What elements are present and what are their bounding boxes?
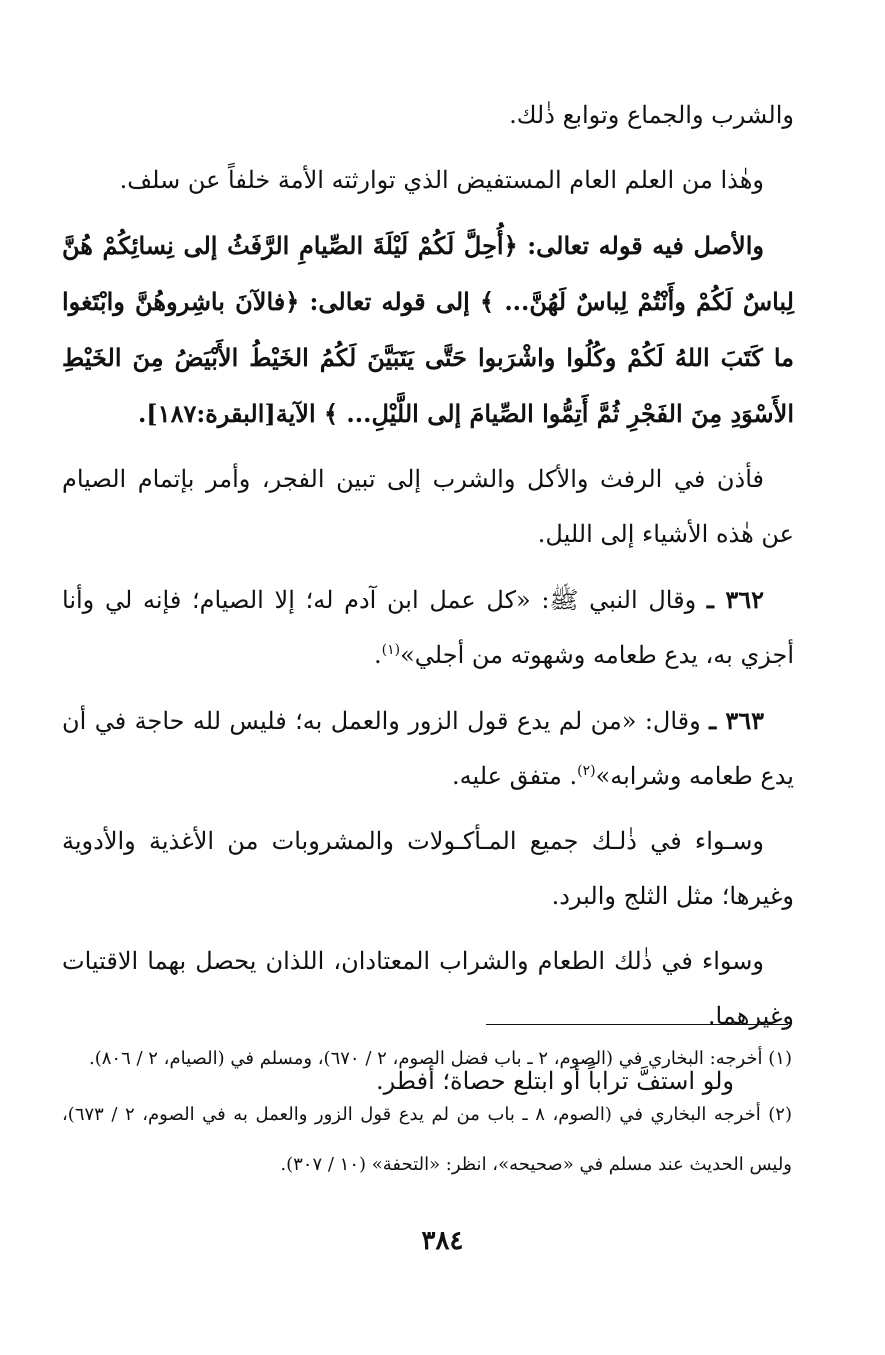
paragraph-4-text: فأذن في الرفث والأكل والشرب إلى تبين الفجر، وأمر بإتمام الصيام عن هٰذه الأشياء إلى الليل.	[62, 465, 794, 548]
paragraph-4	[62, 452, 794, 562]
hadith-362-number: ٣٦٢ ـ	[706, 585, 765, 614]
hadith-363-text: وقال: «من لم يدع قول الزور والعمل به؛ فليس لله حاجة في أن يدع طعامه وشرابه»	[62, 707, 794, 790]
hadith-363	[62, 693, 794, 804]
paragraph-3-intro: والأصل فيه قوله تعالى:	[517, 231, 764, 260]
footnote-2: (٢) أخرجه البخاري في (الصوم، ٨ ـ باب من لم يدع قول الزور والعمل به في الصوم، ٢ / ٦٧٣)، وليس الحديث عند مسلم في «صحيحه»، انظر: «التحفة» (١٠ / ٣٠٧).	[62, 1104, 792, 1175]
paragraph-7-text: وسـواء في ذٰلـك جميع المـأكـولات والمشروبات من الأغذية والأدوية وغيرها؛ مثل الثلج والبرد.	[62, 827, 794, 910]
quran-verse-1: ﴿أُحِلَّ لَكُمْ لَيْلَةَ الصِّيامِ الرَّفَثُ إلى نِسائِكُمْ هُنَّ لِباسٌ لَكُمْ وأَنْتُمْ لِباسٌ لَهُنَّ... ﴾	[62, 231, 794, 316]
hadith-362-text: وقال النبي ﷺ: «كل عمل ابن آدم له؛ إلا الصيام؛ فإنه لي وأنا أجزي به، يدع طعامه وشهوته من أجلي»	[62, 586, 794, 669]
footnote-separator	[486, 1024, 788, 1025]
paragraph-8-text: وسواء في ذٰلك الطعام والشراب المعتادان، اللذان يحصل بهما الاقتيات وغيرهما.	[62, 947, 794, 1030]
footnotes	[62, 1034, 792, 1196]
paragraph-9-text: ولو استفَّ تراباً أو ابتلع حصاة؛ أفطر.	[376, 1067, 734, 1095]
quran-reference: [البقرة:١٨٧].	[137, 399, 276, 428]
paragraph-2	[62, 153, 794, 208]
footnote-marker-2: (٢)	[577, 763, 596, 779]
paragraph-1-text: والشرب والجماع وتوابع ذٰلك.	[509, 101, 794, 129]
hadith-362-end: .	[374, 641, 382, 669]
paragraph-7	[62, 814, 794, 924]
hadith-362	[62, 572, 794, 683]
paragraph-2-text: وهٰذا من العلم العام المستفيض الذي توارثته الأمة خلفاً عن سلف.	[119, 166, 764, 194]
paragraph-3	[62, 218, 794, 442]
footnote-1: (١) أخرجه: البخاري في (الصوم، ٢ ـ باب فضل الصوم، ٢ / ٦٧٠)، ومسلم في (الصيام، ٢ / ٨٠٦).	[88, 1048, 792, 1069]
page-number: ٣٨٤	[421, 1226, 464, 1256]
hadith-363-number: ٣٦٣ ـ	[709, 706, 765, 735]
footnote-marker-1: (١)	[381, 642, 401, 658]
paragraph-8	[62, 934, 794, 1044]
paragraph-3-middle: إلى قوله تعالى:	[299, 287, 481, 316]
hadith-363-end: . متفق عليه.	[451, 762, 578, 790]
paragraph-1	[62, 88, 794, 143]
quran-verse-2: ﴿فالآنَ باشِروهُنَّ وابْتَغوا ما كَتَبَ اللهُ لَكُمْ وكُلُوا واشْرَبوا حَتَّى يَتَبَيَّنَ لَكُمُ الخَيْطُ الأَبْيَضُ مِنَ الخَيْطِ الأَسْوَدِ مِنَ الفَجْرِ ثُمَّ أَتِمُّوا الصِّيامَ إلى اللَّيْلِ... ﴾	[62, 287, 794, 428]
paragraph-3-tail: الآية	[275, 399, 325, 428]
